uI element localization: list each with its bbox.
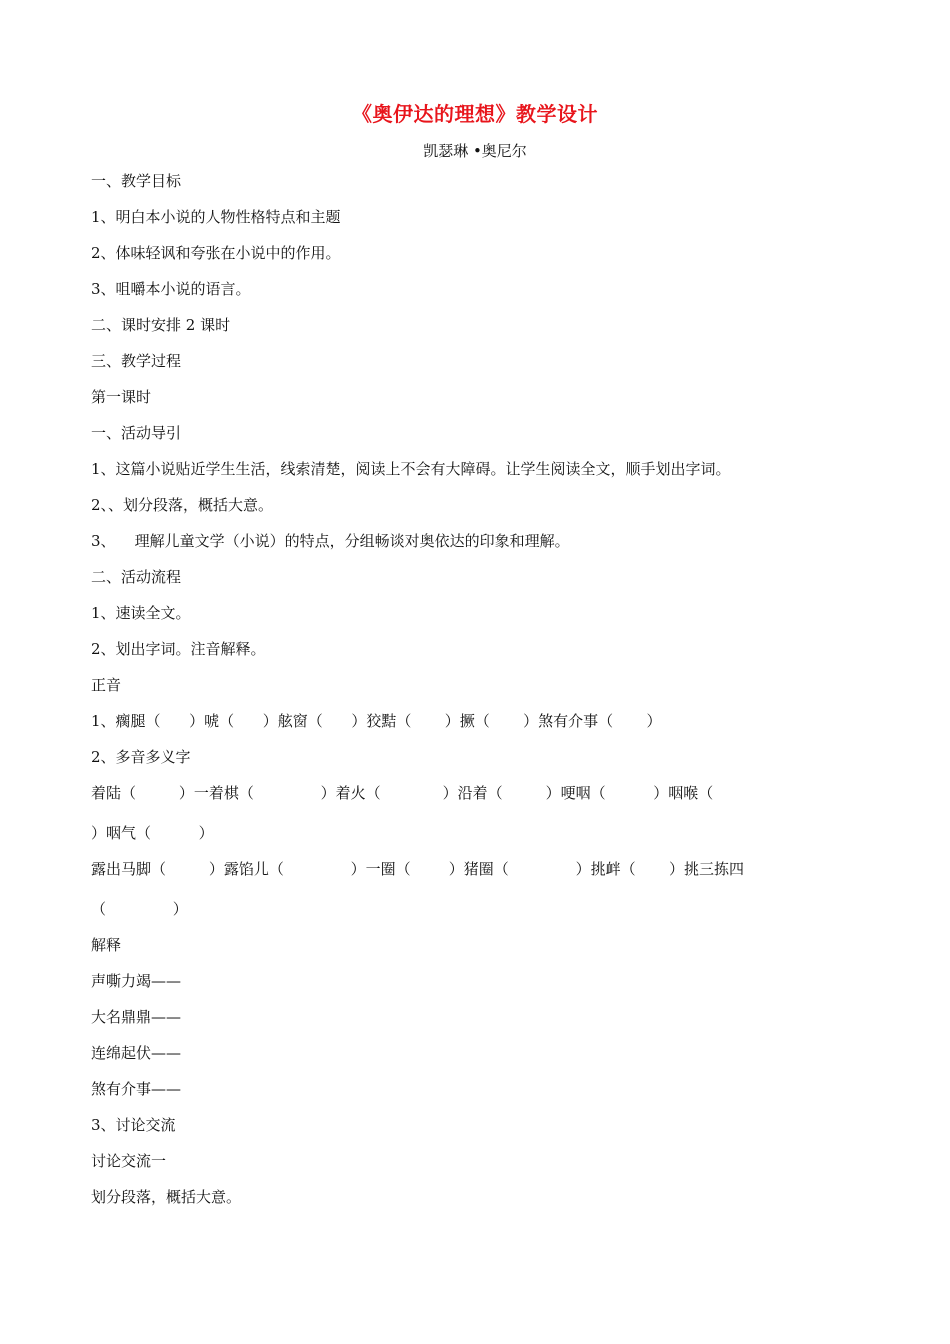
polyphone-exercise-line-1: 着陆（ ）一着棋（ ）着火（ ）沿着（ ）哽咽（ ）咽喉（ [91,784,714,802]
pronunciation-exercise-1: 1、瘸腿（ ）唬（ ）舷窗（ ）狡黠（ ）撅（ ）煞有介事（ ） [91,712,662,730]
objective-item-3: 3、咀嚼本小说的语言。 [91,280,251,298]
pronunciation-heading: 正音 [91,676,122,694]
discussion-task-1: 划分段落，概括大意。 [91,1188,242,1206]
guide-item-2: 2、、划分段落，概括大意。 [91,496,274,514]
guide-item-3: 3、 理解儿童文学（小说）的特点，分组畅谈对奥依达的印象和理解。 [91,532,570,550]
discussion-heading-1: 讨论交流一 [91,1152,167,1170]
polyphone-exercise-line-4: （ ） [91,900,188,918]
explanation-term-4: 煞有介事—— [91,1080,182,1098]
explanation-term-2: 大名鼎鼎—— [91,1008,182,1026]
flow-item-2: 2、划出字词。注音解释。 [91,640,266,658]
section-heading-schedule: 二、课时安排 2 课时 [91,316,231,334]
section-heading-process: 三、教学过程 [91,352,182,370]
document-author: 凯瑟琳 •奥尼尔 [423,142,527,160]
polyphone-exercise-line-3: 露出马脚（ ）露馅儿（ ）一圈（ ）猪圈（ ）挑衅（ ）挑三拣四 [91,860,744,878]
objective-item-2: 2、体味轻讽和夸张在小说中的作用。 [91,244,341,262]
explanation-term-3: 连绵起伏—— [91,1044,182,1062]
guide-item-1: 1、这篇小说贴近学生生活，线索清楚，阅读上不会有大障碍。让学生阅读全文，顺手划出字词。 [91,460,731,478]
explanation-term-1: 声嘶力竭—— [91,972,182,990]
subheading-activity-guide: 一、活动导引 [91,424,182,442]
polyphone-heading: 2、多音多义字 [91,748,191,766]
flow-item-1: 1、速读全文。 [91,604,191,622]
subheading-activity-flow: 二、活动流程 [91,568,182,586]
objective-item-1: 1、明白本小说的人物性格特点和主题 [91,208,341,226]
polyphone-exercise-line-2: ）咽气（ ） [91,824,214,842]
explanation-heading: 解释 [91,936,122,954]
lesson-heading-first: 第一课时 [91,388,152,406]
document-body [91,170,871,1222]
flow-item-3: 3、讨论交流 [91,1116,176,1134]
document-title: 《奥伊达的理想》教学设计 [352,102,598,126]
section-heading-objectives: 一、教学目标 [91,172,182,190]
